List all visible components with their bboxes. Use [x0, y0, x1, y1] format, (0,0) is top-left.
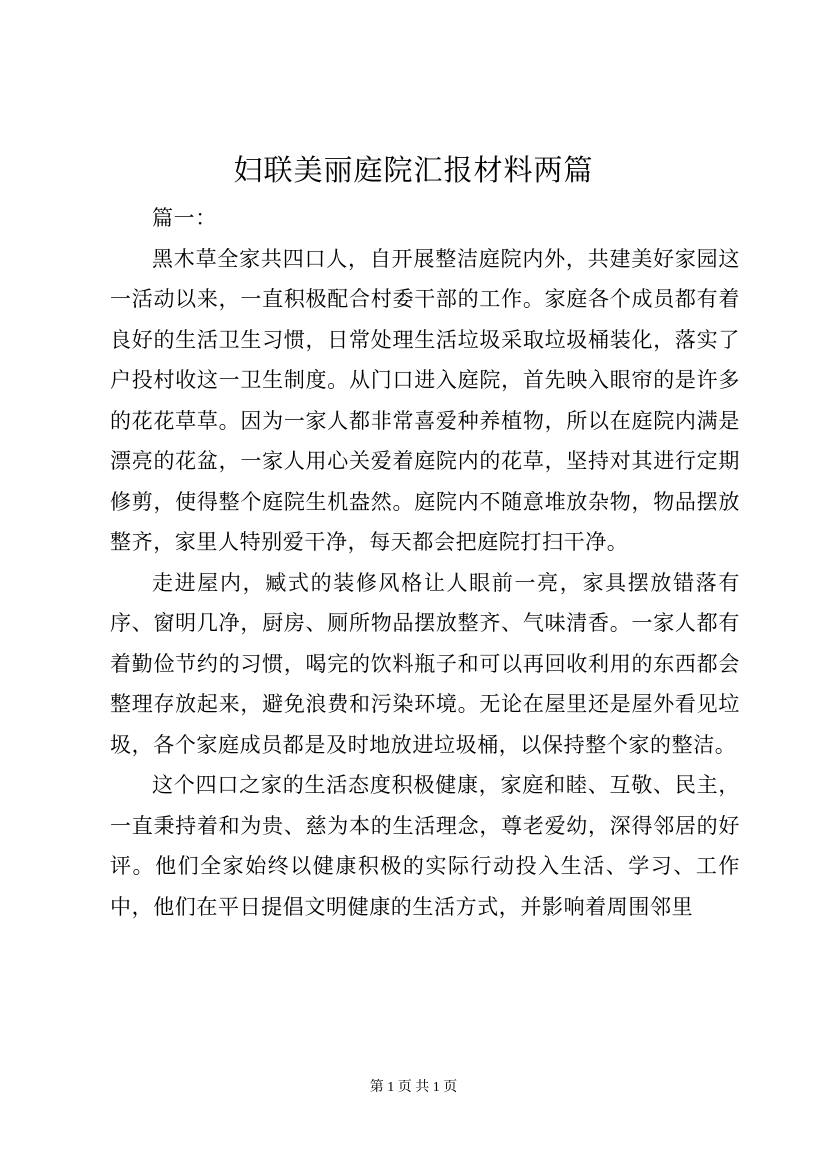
document-body	[110, 198, 740, 927]
page-footer: 第 1 页 共 1 页	[369, 1080, 458, 1095]
body-paragraph: 这个四口之家的生活态度积极健康，家庭和睦、互敬、民主，一直秉持着和为贵、慈为本的生活理念，尊老爱幼，深得邻居的好评。他们全家始终以健康积极的实际行动投入生活、学习、工作中，他们在平日提倡文明健康的生活方式，并影响着周围邻里	[110, 773, 740, 919]
document-title: 妇联美丽庭院汇报材料两篇	[233, 153, 594, 187]
section-heading: 篇一：	[152, 206, 217, 230]
body-paragraph: 走进屋内，臧式的装修风格让人眼前一亮，家具摆放错落有序、窗明几净，厨房、厕所物品摆放整齐、气味清香。一家人都有着勤俭节约的习惯，喝完的饮料瓶子和可以再回收利用的东西都会整理存放起来，避免浪费和污染环境。无论在屋里还是屋外看见垃圾，各个家庭成员都是及时地放进垃圾桶，以保持整个家的整洁。	[110, 570, 740, 757]
body-paragraph: 黑木草全家共四口人，自开展整洁庭院内外，共建美好家园这一活动以来，一直积极配合村委干部的工作。家庭各个成员都有着良好的生活卫生习惯，日常处理生活垃圾采取垃圾桶装化，落实了户投村收这一卫生制度。从门口进入庭院，首先映入眼帘的是许多的花花草草。因为一家人都非常喜爱种养植物，所以在庭院内满是漂亮的花盆，一家人用心关爱着庭院内的花草，坚持对其进行定期修剪，使得整个庭院生机盎然。庭院内不随意堆放杂物，物品摆放整齐，家里人特别爱干净，每天都会把庭院打扫干净。	[110, 246, 740, 554]
